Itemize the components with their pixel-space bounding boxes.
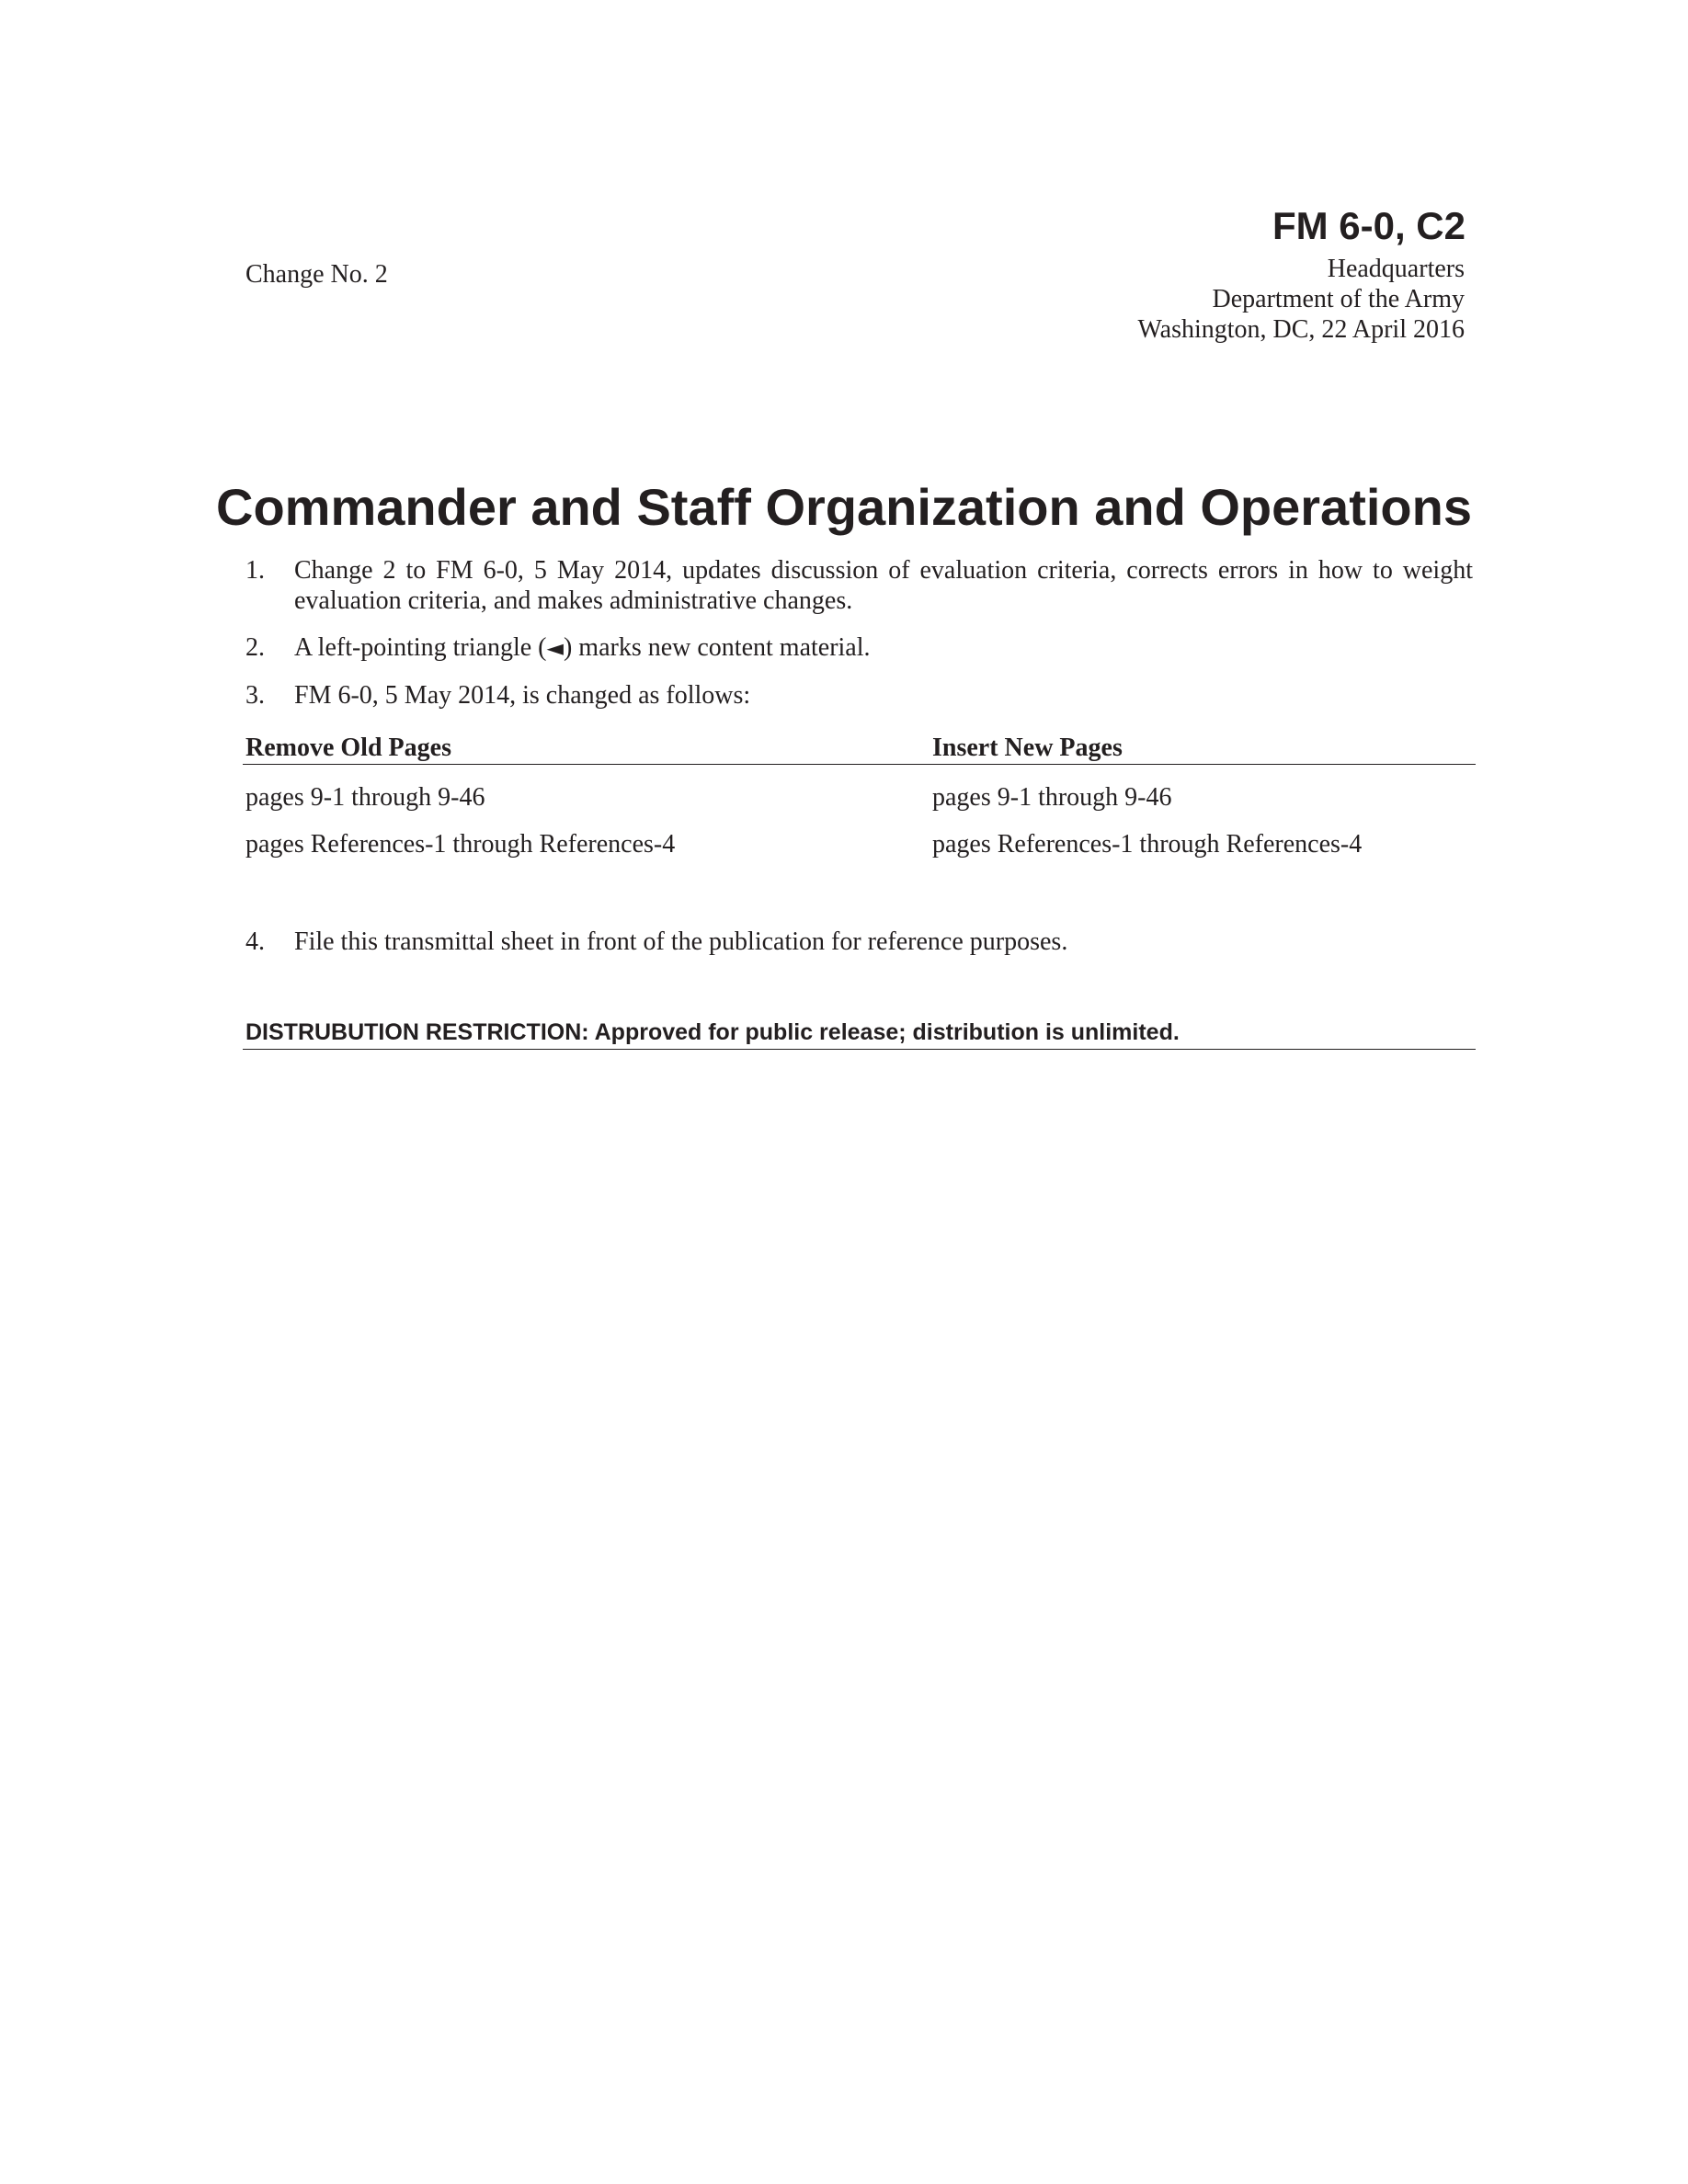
left-triangle-icon: ◄ [546,635,564,661]
item-text-after: ) marks new content material. [563,633,871,662]
table-row [243,782,1476,813]
list-item [245,632,1473,664]
list-item [245,680,1473,711]
item-text-before: A left-pointing triangle ( [294,633,547,662]
headquarters-line: Headquarters [1327,255,1465,283]
header-insert-new-pages: Insert New Pages [932,734,1123,762]
item-text: File this transmittal sheet in front of the publication for reference purposes. [294,927,1068,956]
department-line: Department of the Army [1212,285,1465,313]
publication-number: FM 6-0, C2 [1272,204,1466,247]
item-text: Change 2 to FM 6-0, 5 May 2014, updates discussion of evaluation criteria, corrects errors in how to weight evaluation criteria, and makes administrative changes. [294,556,1473,615]
table-cell: pages References-1 through References-4 [245,830,676,859]
numbered-list [245,555,1473,711]
table-cell: pages 9-1 through 9-46 [932,783,1172,812]
item-text: FM 6-0, 5 May 2014, is changed as follows: [294,681,751,710]
document-title: Commander and Staff Organization and Operations [216,478,1472,536]
change-number: Change No. 2 [245,260,388,289]
page-change-table [243,733,1476,859]
item-number: 3. [245,681,265,710]
item-number: 2. [245,633,265,662]
table-cell: pages 9-1 through 9-46 [245,783,485,812]
list-item [245,927,1522,957]
table-row [243,829,1476,859]
distribution-restriction: DISTRUBUTION RESTRICTION: Approved for public release; distribution is unlimited. [243,1018,1476,1050]
header-remove-old-pages: Remove Old Pages [245,734,451,762]
issuing-authority [1137,254,1465,345]
item-number: 1. [245,556,265,585]
list-item [245,555,1473,616]
item-number: 4. [245,927,265,956]
location-date-line: Washington, DC, 22 April 2016 [1137,315,1465,344]
table-header [243,733,1476,765]
table-cell: pages References-1 through References-4 [932,830,1363,859]
